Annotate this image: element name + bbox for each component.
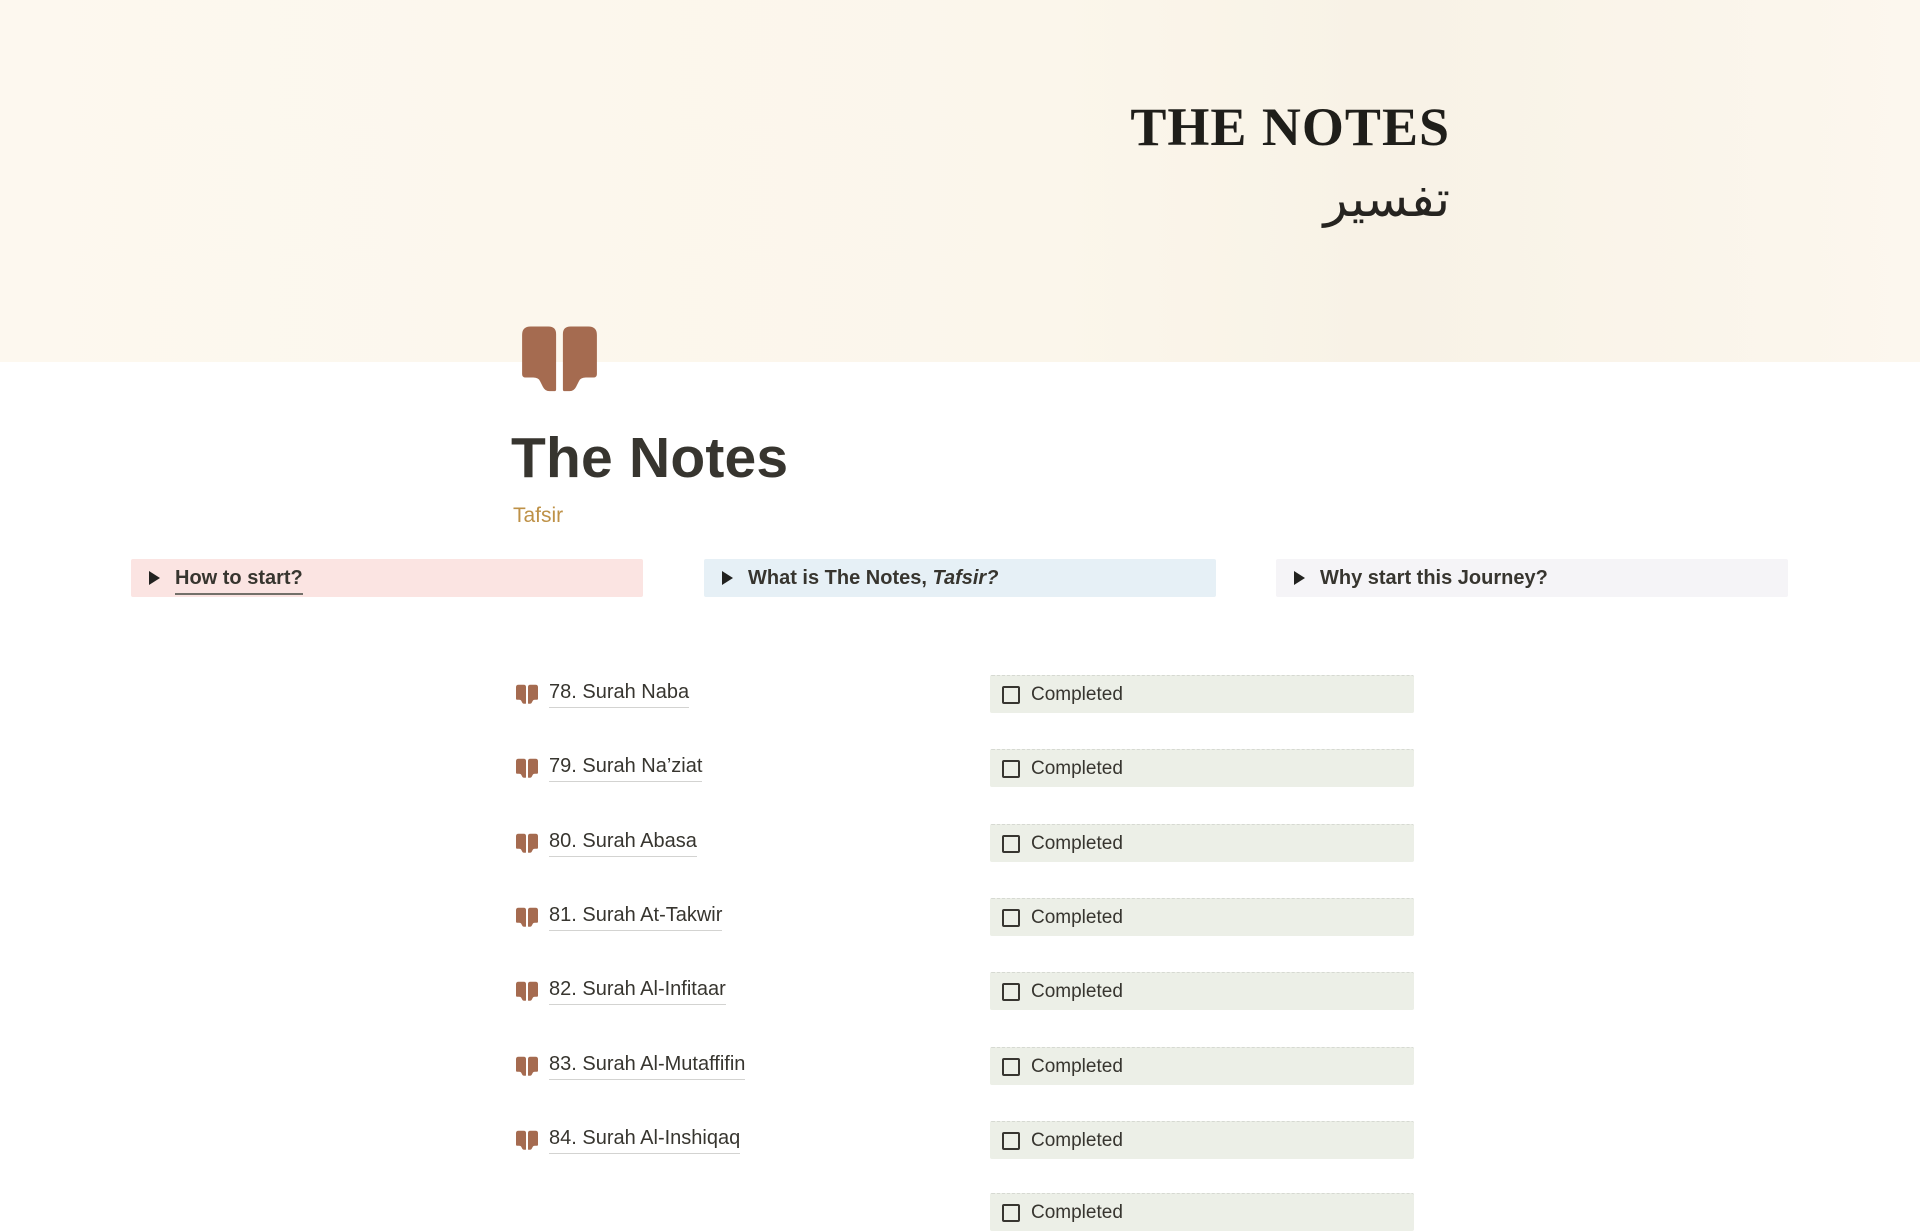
cover-text-block bbox=[1130, 98, 1450, 229]
open-book-icon bbox=[515, 1056, 539, 1076]
open-book-icon bbox=[515, 758, 539, 778]
open-book-icon bbox=[515, 684, 539, 704]
page-subtitle: Tafsir bbox=[513, 504, 564, 527]
completed-checkbox-block[interactable] bbox=[990, 1193, 1414, 1231]
completed-checkbox-block[interactable] bbox=[990, 1121, 1414, 1159]
completed-checkbox-block[interactable] bbox=[990, 1047, 1414, 1085]
surah-row bbox=[0, 824, 1920, 862]
surah-row bbox=[0, 1121, 1920, 1159]
cover-arabic-subtitle: تفسير bbox=[1323, 170, 1450, 229]
cover-title: THE NOTES bbox=[1130, 97, 1450, 157]
completed-checkbox-block[interactable] bbox=[990, 749, 1414, 787]
surah-link-label: 81. Surah At-Takwir bbox=[549, 904, 722, 931]
surah-row bbox=[0, 972, 1920, 1010]
open-book-icon[interactable] bbox=[517, 324, 602, 392]
checkbox-unchecked-icon[interactable] bbox=[1002, 1058, 1020, 1076]
surah-page-link[interactable] bbox=[515, 972, 726, 1010]
page-title: The Notes bbox=[511, 426, 789, 490]
surah-page-link[interactable] bbox=[515, 824, 697, 862]
open-book-icon bbox=[515, 981, 539, 1001]
toggle-label: Why start this Journey? bbox=[1320, 566, 1548, 589]
checkbox-unchecked-icon[interactable] bbox=[1002, 983, 1020, 1001]
surah-page-link[interactable] bbox=[515, 675, 689, 713]
toggle-what-is-the-notes[interactable] bbox=[704, 559, 1216, 597]
toggle-arrow-icon[interactable] bbox=[141, 571, 167, 585]
surah-page-link[interactable] bbox=[515, 749, 702, 787]
completed-label: Completed bbox=[1031, 1129, 1123, 1151]
surah-link-label: 79. Surah Na’ziat bbox=[549, 755, 702, 782]
checkbox-unchecked-icon[interactable] bbox=[1002, 1204, 1020, 1222]
toggle-arrow-icon[interactable] bbox=[714, 571, 740, 585]
surah-link-label: 78. Surah Naba bbox=[549, 681, 689, 708]
completed-checkbox-block[interactable] bbox=[990, 972, 1414, 1010]
completed-label: Completed bbox=[1031, 683, 1123, 705]
surah-row bbox=[0, 1047, 1920, 1085]
open-book-icon bbox=[515, 907, 539, 927]
completed-label: Completed bbox=[1031, 1201, 1123, 1223]
surah-link-label: 82. Surah Al-Infitaar bbox=[549, 978, 726, 1005]
completed-checkbox-block[interactable] bbox=[990, 824, 1414, 862]
completed-checkbox-block[interactable] bbox=[990, 675, 1414, 713]
surah-link-label: 83. Surah Al-Mutaffifin bbox=[549, 1053, 745, 1080]
surah-link-label: 84. Surah Al-Inshiqaq bbox=[549, 1127, 740, 1154]
surah-page-link[interactable] bbox=[515, 1047, 745, 1085]
surah-row bbox=[0, 898, 1920, 936]
completed-label: Completed bbox=[1031, 906, 1123, 928]
checkbox-unchecked-icon[interactable] bbox=[1002, 686, 1020, 704]
surah-row bbox=[0, 675, 1920, 713]
page-cover bbox=[0, 0, 1920, 362]
checkbox-unchecked-icon[interactable] bbox=[1002, 1132, 1020, 1150]
completed-label: Completed bbox=[1031, 832, 1123, 854]
checkbox-unchecked-icon[interactable] bbox=[1002, 909, 1020, 927]
completed-checkbox-block[interactable] bbox=[990, 898, 1414, 936]
toggle-label: What is The Notes, Tafsir? bbox=[748, 566, 999, 589]
completed-label: Completed bbox=[1031, 980, 1123, 1002]
open-book-icon bbox=[515, 1130, 539, 1150]
checkbox-unchecked-icon[interactable] bbox=[1002, 835, 1020, 853]
toggle-label: How to start? bbox=[175, 567, 303, 595]
toggle-arrow-icon[interactable] bbox=[1286, 571, 1312, 585]
toggle-how-to-start[interactable] bbox=[131, 559, 643, 597]
surah-page-link[interactable] bbox=[515, 898, 722, 936]
toggle-why-start-journey[interactable] bbox=[1276, 559, 1788, 597]
checkbox-unchecked-icon[interactable] bbox=[1002, 760, 1020, 778]
open-book-icon bbox=[515, 833, 539, 853]
completed-label: Completed bbox=[1031, 1055, 1123, 1077]
surah-link-label: 80. Surah Abasa bbox=[549, 830, 697, 857]
surah-row bbox=[0, 1193, 1920, 1231]
surah-row bbox=[0, 749, 1920, 787]
completed-label: Completed bbox=[1031, 757, 1123, 779]
surah-page-link[interactable] bbox=[515, 1121, 740, 1159]
